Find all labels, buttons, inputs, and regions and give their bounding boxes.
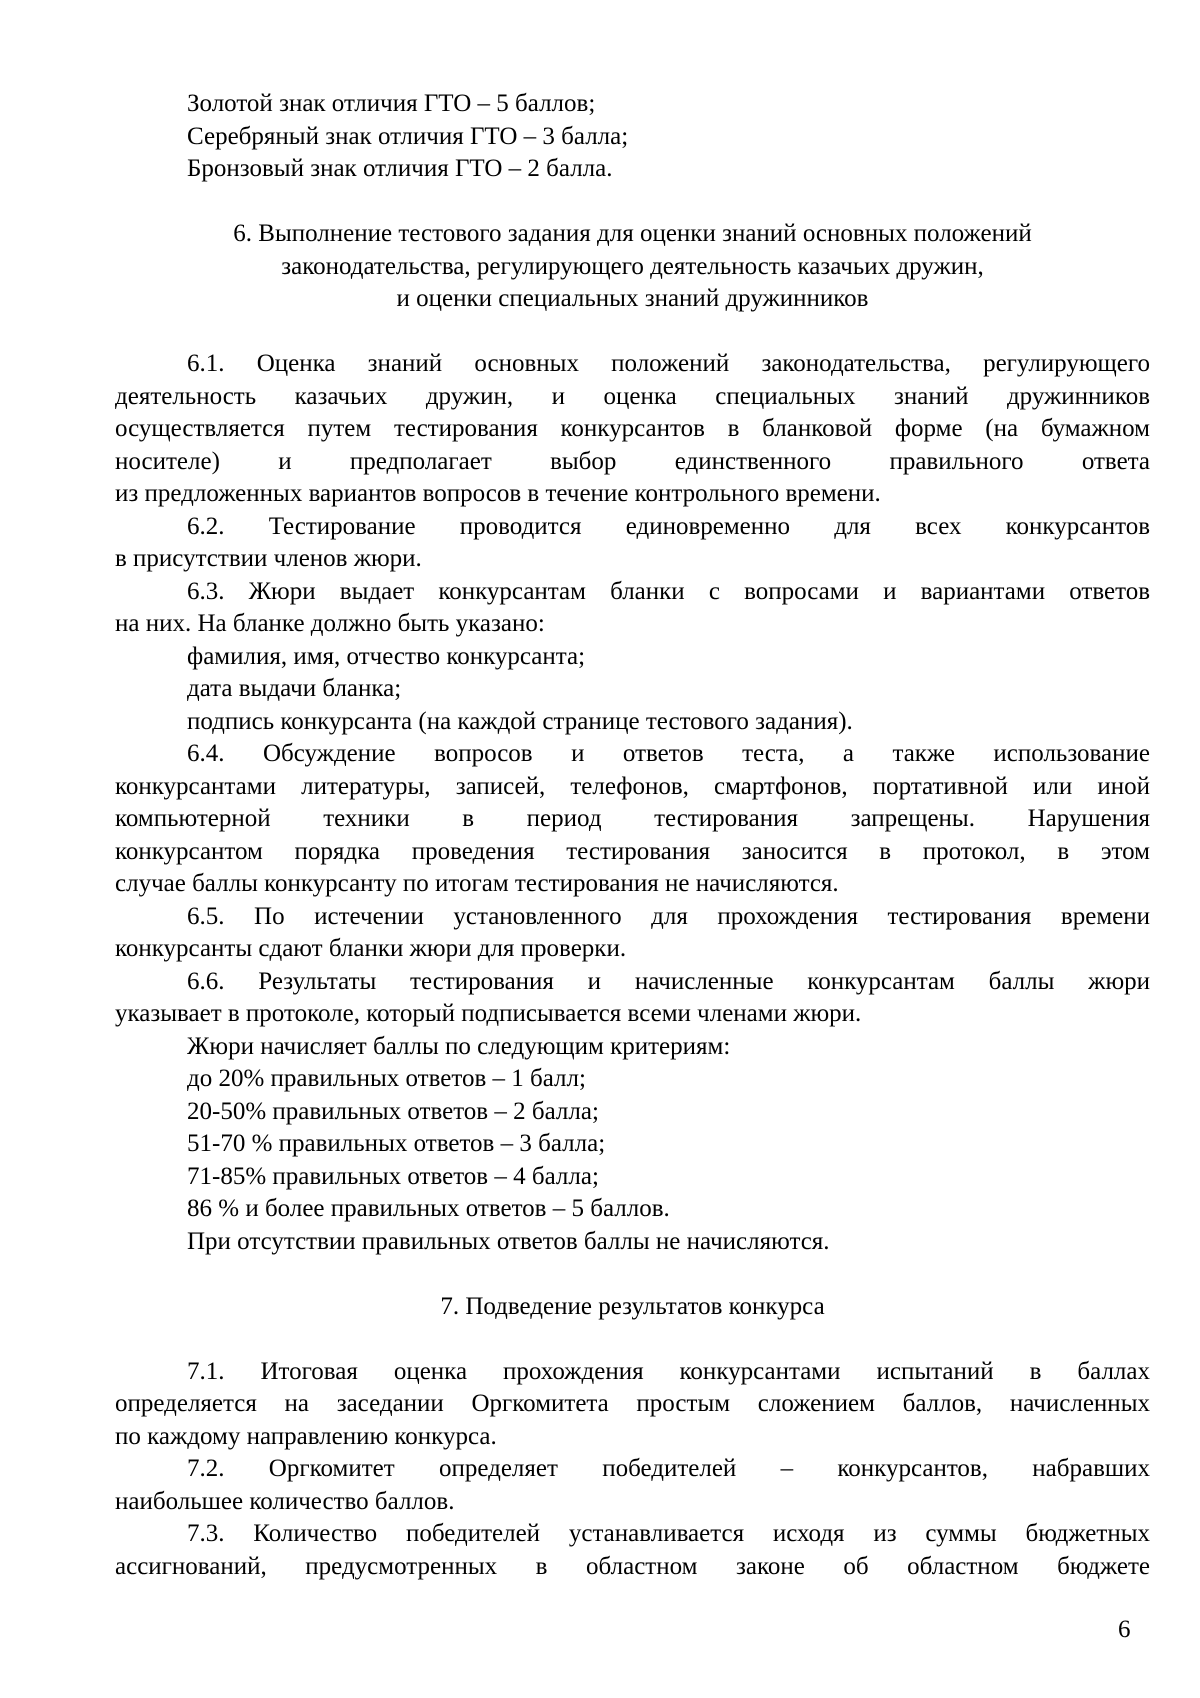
- document-page: [115, 88, 1150, 1583]
- criteria-item: 86 % и более правильных ответов – 5 баллов.: [187, 1195, 670, 1222]
- form-field-item: подпись конкурсанта (на каждой странице тестового задания).: [187, 707, 853, 735]
- paragraph-6-5-line: 6.5. По истечении установленного для прохождения тестирования времени: [187, 902, 1150, 930]
- paragraph-6-1-line: деятельность казачьих дружин, и оценка специальных знаний дружинников: [115, 382, 1150, 410]
- paragraph-6-1-line: осуществляется путем тестирования конкурсантов в бланковой форме (на бумажном: [115, 415, 1150, 442]
- paragraph-6-6-line: указывает в протоколе, который подписывается всеми членами жюри.: [115, 1000, 862, 1027]
- page-number: 6: [1118, 1616, 1131, 1643]
- paragraph-7-1-line: по каждому направлению конкурса.: [115, 1422, 497, 1450]
- paragraph-6-3-line: 6.3. Жюри выдает конкурсантам бланки с вопросами и вариантами ответов: [187, 577, 1150, 605]
- section-6-heading-line-2: законодательства, регулирующего деятельность казачьих дружин,: [281, 252, 984, 280]
- form-field-item: фамилия, имя, отчество конкурсанта;: [187, 642, 586, 670]
- form-field-item: дата выдачи бланка;: [187, 675, 402, 702]
- criteria-item: до 20% правильных ответов – 1 балл;: [187, 1065, 586, 1092]
- paragraph-7-1-line: определяется на заседании Оргкомитета простым сложением баллов, начисленных: [115, 1390, 1150, 1417]
- section-7-heading: 7. Подведение результатов конкурса: [440, 1292, 825, 1320]
- paragraph-6-4-line: конкурсантом порядка проведения тестирования заносится в протокол, в этом: [115, 837, 1150, 865]
- gto-bronze-line: Бронзовый знак отличия ГТО – 2 балла.: [187, 155, 613, 182]
- gto-gold-line: Золотой знак отличия ГТО – 5 баллов;: [187, 90, 596, 117]
- paragraph-7-3-line: ассигнований, предусмотренных в областном законе об областном бюджете: [115, 1552, 1150, 1580]
- paragraph-7-3-line: 7.3. Количество победителей устанавливается исходя из суммы бюджетных: [187, 1520, 1150, 1547]
- section-6-heading-line-1: 6. Выполнение тестового задания для оценки знаний основных положений: [233, 220, 1032, 247]
- paragraph-6-2-line: 6.2. Тестирование проводится единовременно для всех конкурсантов: [187, 512, 1150, 540]
- criteria-item: 51-70 % правильных ответов – 3 балла;: [187, 1130, 606, 1157]
- paragraph-6-6-line: 6.6. Результаты тестирования и начисленные конкурсантам баллы жюри: [187, 967, 1150, 995]
- criteria-intro: Жюри начисляет баллы по следующим критериям:: [187, 1032, 731, 1060]
- paragraph-6-2-line: в присутствии членов жюри.: [115, 545, 422, 572]
- paragraph-6-5-line: конкурсанты сдают бланки жюри для проверки.: [115, 935, 627, 962]
- criteria-item: 20-50% правильных ответов – 2 балла;: [187, 1097, 599, 1125]
- paragraph-6-4-line: случае баллы конкурсанту по итогам тестирования не начисляются.: [115, 870, 839, 897]
- criteria-note: При отсутствии правильных ответов баллы не начисляются.: [187, 1227, 830, 1255]
- criteria-item: 71-85% правильных ответов – 4 балла;: [187, 1162, 599, 1190]
- paragraph-7-1-line: 7.1. Итоговая оценка прохождения конкурсантами испытаний в баллах: [187, 1357, 1150, 1385]
- paragraph-6-4-line: конкурсантами литературы, записей, телефонов, смартфонов, портативной или иной: [115, 772, 1150, 800]
- section-6-heading-line-3: и оценки специальных знаний дружинников: [396, 285, 869, 312]
- spacer: [115, 316, 1150, 349]
- paragraph-6-4-line: компьютерной техники в период тестирования запрещены. Нарушения: [115, 805, 1150, 832]
- paragraph-6-3-line: на них. На бланке должно быть указано:: [115, 610, 545, 637]
- paragraph-6-1-line: из предложенных вариантов вопросов в течение контрольного времени.: [115, 480, 881, 507]
- paragraph-6-1-line: носителе) и предполагает выбор единственного правильного ответа: [115, 447, 1150, 475]
- paragraph-6-1-line: 6.1. Оценка знаний основных положений законодательства, регулирующего: [187, 350, 1150, 377]
- gto-silver-line: Серебряный знак отличия ГТО – 3 балла;: [187, 122, 629, 150]
- spacer: [115, 1323, 1150, 1356]
- paragraph-7-2-line: наибольшее количество баллов.: [115, 1487, 455, 1515]
- paragraph-7-2-line: 7.2. Оргкомитет определяет победителей – конкурсантов, набравших: [187, 1455, 1150, 1482]
- paragraph-6-4-line: 6.4. Обсуждение вопросов и ответов теста, а также использование: [187, 740, 1150, 767]
- spacer: [115, 186, 1150, 219]
- spacer: [115, 1258, 1150, 1291]
